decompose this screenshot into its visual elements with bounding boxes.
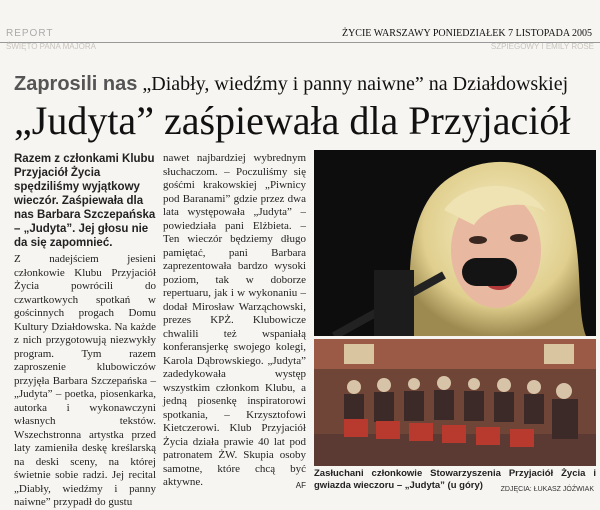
author-signature: AF xyxy=(295,481,306,490)
audience-photo xyxy=(314,339,596,466)
kicker-label: Zaprosili nas xyxy=(14,73,138,95)
masthead xyxy=(0,28,600,43)
singer-photo xyxy=(314,150,596,336)
section-label: REPORT xyxy=(6,28,54,39)
audience-photo-illustration xyxy=(314,339,596,466)
headline: „Judyta” zaśpiewała dla Przyjaciół xyxy=(14,98,571,143)
singer-photo-illustration xyxy=(314,150,596,336)
paper-date-line: ŻYCIE WARSZAWY PONIEDZIAŁEK 7 LISTOPADA 2005 xyxy=(341,28,592,39)
photo-credit: ZDJĘCIA: ŁUKASZ JÓŹWIAK xyxy=(500,486,594,493)
bleed-through-text-right: SZPIEGOWY I EMILY ROSE xyxy=(490,42,594,51)
lead-paragraph: Razem z członkami Klubu Przyjaciół Życia spędziliśmy wyjątkowy wieczór. Zaśpiewała dla nas Barbara Szczepańska – „Judyta”. Jej głosu nie da się zapomnieć. xyxy=(14,153,156,249)
kicker-subtitle: „Diabły, wiedźmy i panny naiwne” na Działdowskiej xyxy=(142,73,569,95)
photo-caption: Zasłuchani członkowie Stowarzyszenia Przyjaciół Życia i gwiazda wieczoru – „Judyta” (u góry) xyxy=(314,468,596,491)
body-column-1: Z nadejściem jesieni członkowie Klubu Przyjaciół Życia powrócili do czwartkowych spotkań w gościnnych progach Domu Kultury Działdowska. Na każde z nich przygotowują niezwykły program. Tym razem zaproszenie klubowiczów przyjęła Barbara Szczepańska – „Judyta” – poetka, piosenkarka, autorka i wykonawczyni własnych tekstów. Wszechstronna artystka przed laty zamieniła deskę kreślarską na deski sceny, na której świetnie sobie radzi. Jej recital „Diabły, wiedźmy i panny naiwne” przypadł do gustu xyxy=(14,253,156,508)
kicker xyxy=(14,72,594,96)
body-column-2-text: nawet najbardziej wybrednym słuchaczom. – Poczuliśmy się gośćmi krakowskiej „Piwnicy pod Baranami” gdzie przez dwa lata występowała „Judyta” – powiedziała pani Elżbieta. – Ten wieczór będziemy długo pamiętać, pani Barbara zaprezentowała bardzo wysoki poziom, tak w doborze repertuaru, jak i w wykonaniu – dodał Mirosław Warząchowski, prezes KPŻ. Klubowicze chwalili też wspaniałą konferansjerkę swojego kolegi, Karola Dąbrowskiego. „Judyta” zadedykowała występ wszystkim członkom Klubu, a jedną piosenkę inspiratorowi spotkania, – Krzysztofowi Kietczerowi. Klub Przyjaciół Życia działa prawie 40 lat pod patronatem ŻW. Skupia osoby samotne, które chcą być aktywne. xyxy=(163,152,306,488)
body-column-2 xyxy=(163,152,306,493)
bleed-through-text-left: ŚWIĘTO PANA MAJORA xyxy=(6,42,96,51)
